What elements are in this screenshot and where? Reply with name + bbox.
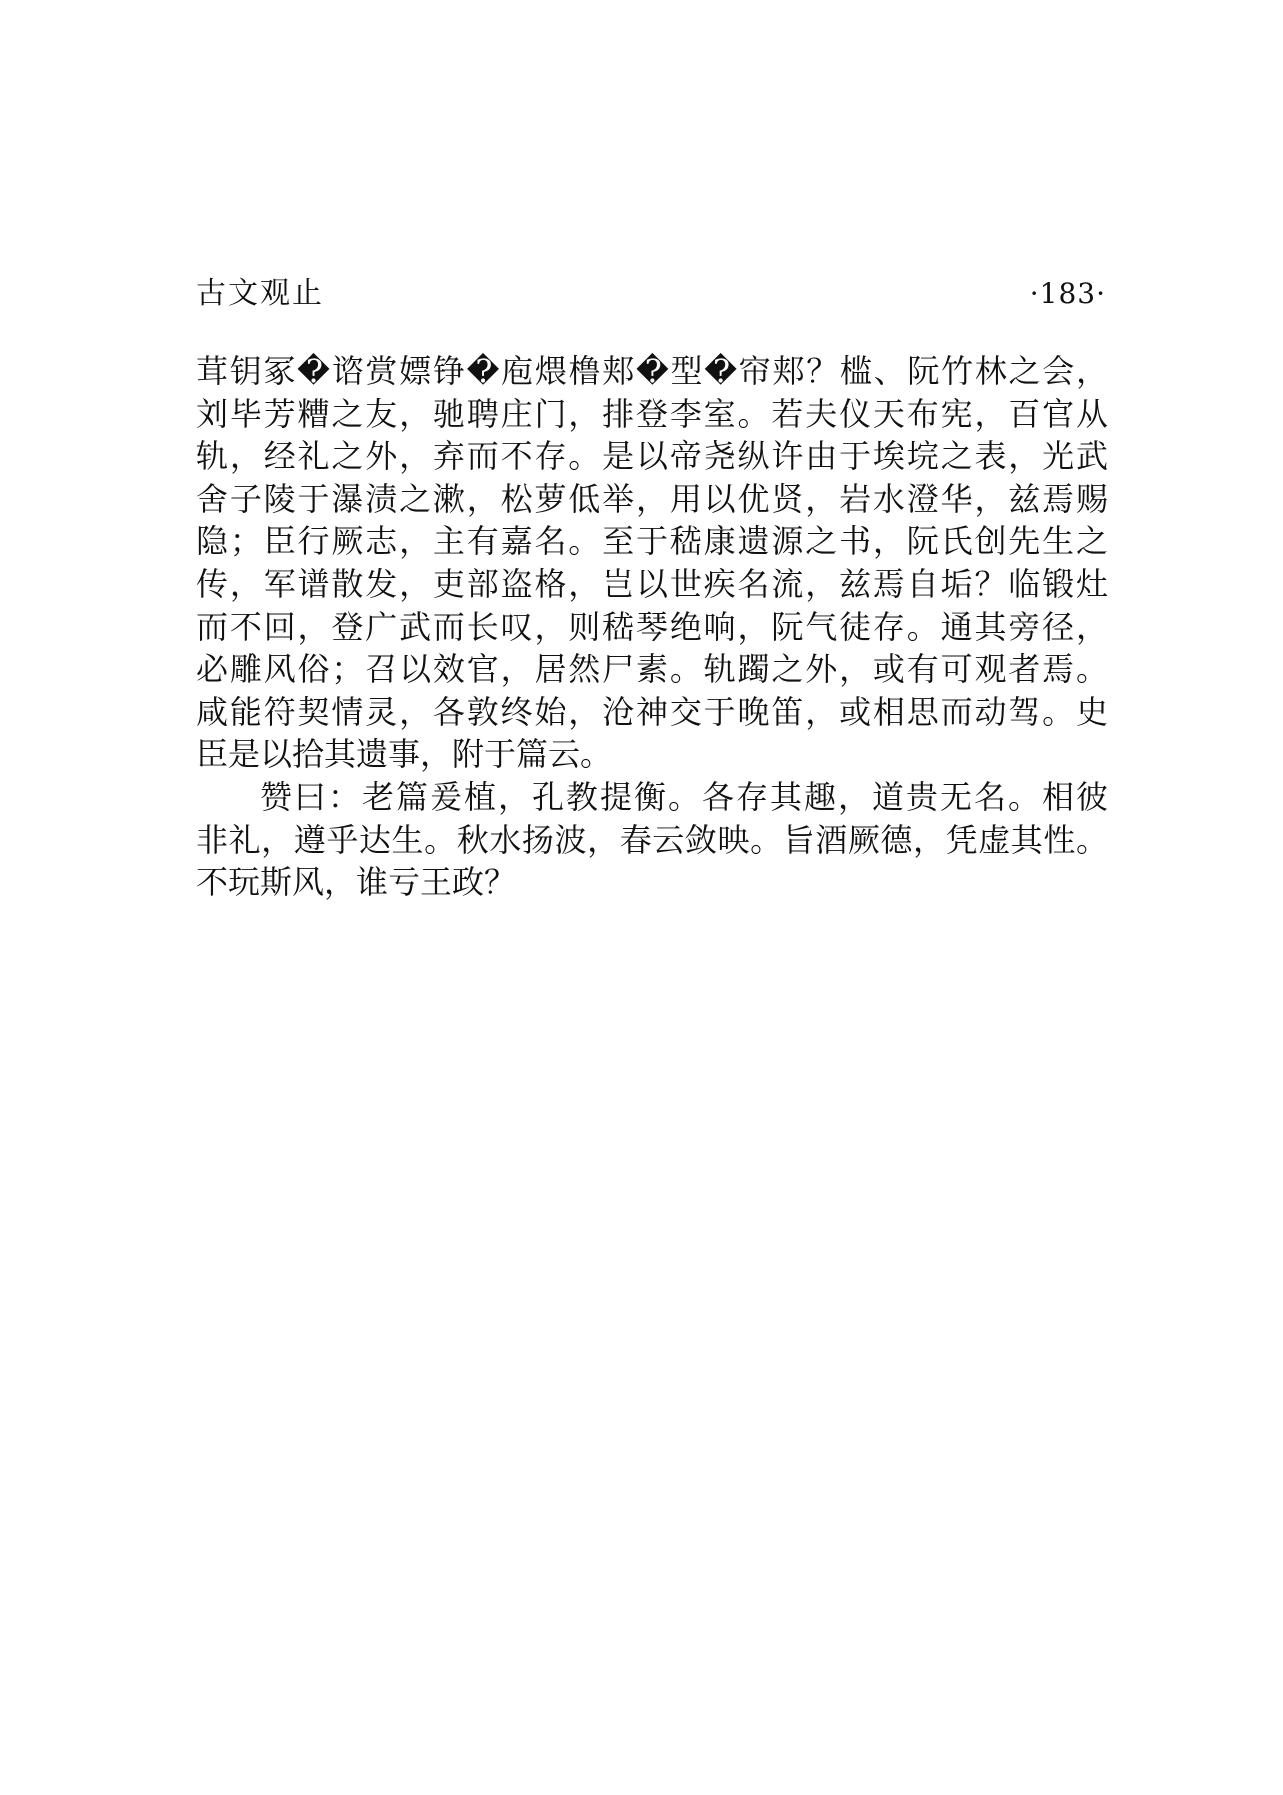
text-line: 咸能符契情灵，各敦终始，沧神交于晚笛，或相思而动驾。史	[196, 692, 1108, 731]
text-line: 舍子陵于瀑渍之漱，松萝低举，用以优贤，岩水澄华，兹焉赐	[196, 479, 1108, 518]
text-line: 必雕风俗；召以效官，居然尸素。轨躅之外，或有可观者焉。	[196, 650, 1108, 689]
body-text	[196, 350, 1108, 904]
text-line: 臣是以拾其遗事，附于篇云。	[196, 735, 613, 774]
text-line: 非礼，遵乎达生。秋水扬波，春云敛映。旨酒厥德，凭虚其性。	[196, 820, 1108, 859]
text-line: 传，军谱散发，吏部盗格，岂以世疾名流，兹焉自垢？临锻灶	[196, 564, 1108, 603]
text-line: 赞曰：老篇爰植，孔教提衡。各存其趣，道贵无名。相彼	[260, 777, 1108, 816]
text-line: 茸钥冢�谘赏嫖铮�庖煨橹郏�型�帘郏？槛、阮竹林之会，	[196, 352, 1108, 390]
running-head	[196, 270, 1106, 318]
text-line: 隐；臣行厥志，主有嘉名。至于嵇康遗源之书，阮氏创先生之	[196, 522, 1108, 561]
text-line: 刘毕芳糟之友，驰聘庄门，排登李室。若夫仪天布宪，百官从	[196, 394, 1108, 433]
text-line: 而不回，登广武而长叹，则嵇琴绝响，阮气徒存。通其旁径，	[196, 607, 1108, 646]
text-line: 轨，经礼之外，弃而不存。是以帝尧纵许由于埃垸之表，光武	[196, 437, 1108, 476]
book-title: 古文观止	[196, 276, 324, 311]
page-number: ·183·	[1029, 277, 1106, 310]
text-line: 不玩斯风，谁亏王政？	[196, 863, 517, 902]
